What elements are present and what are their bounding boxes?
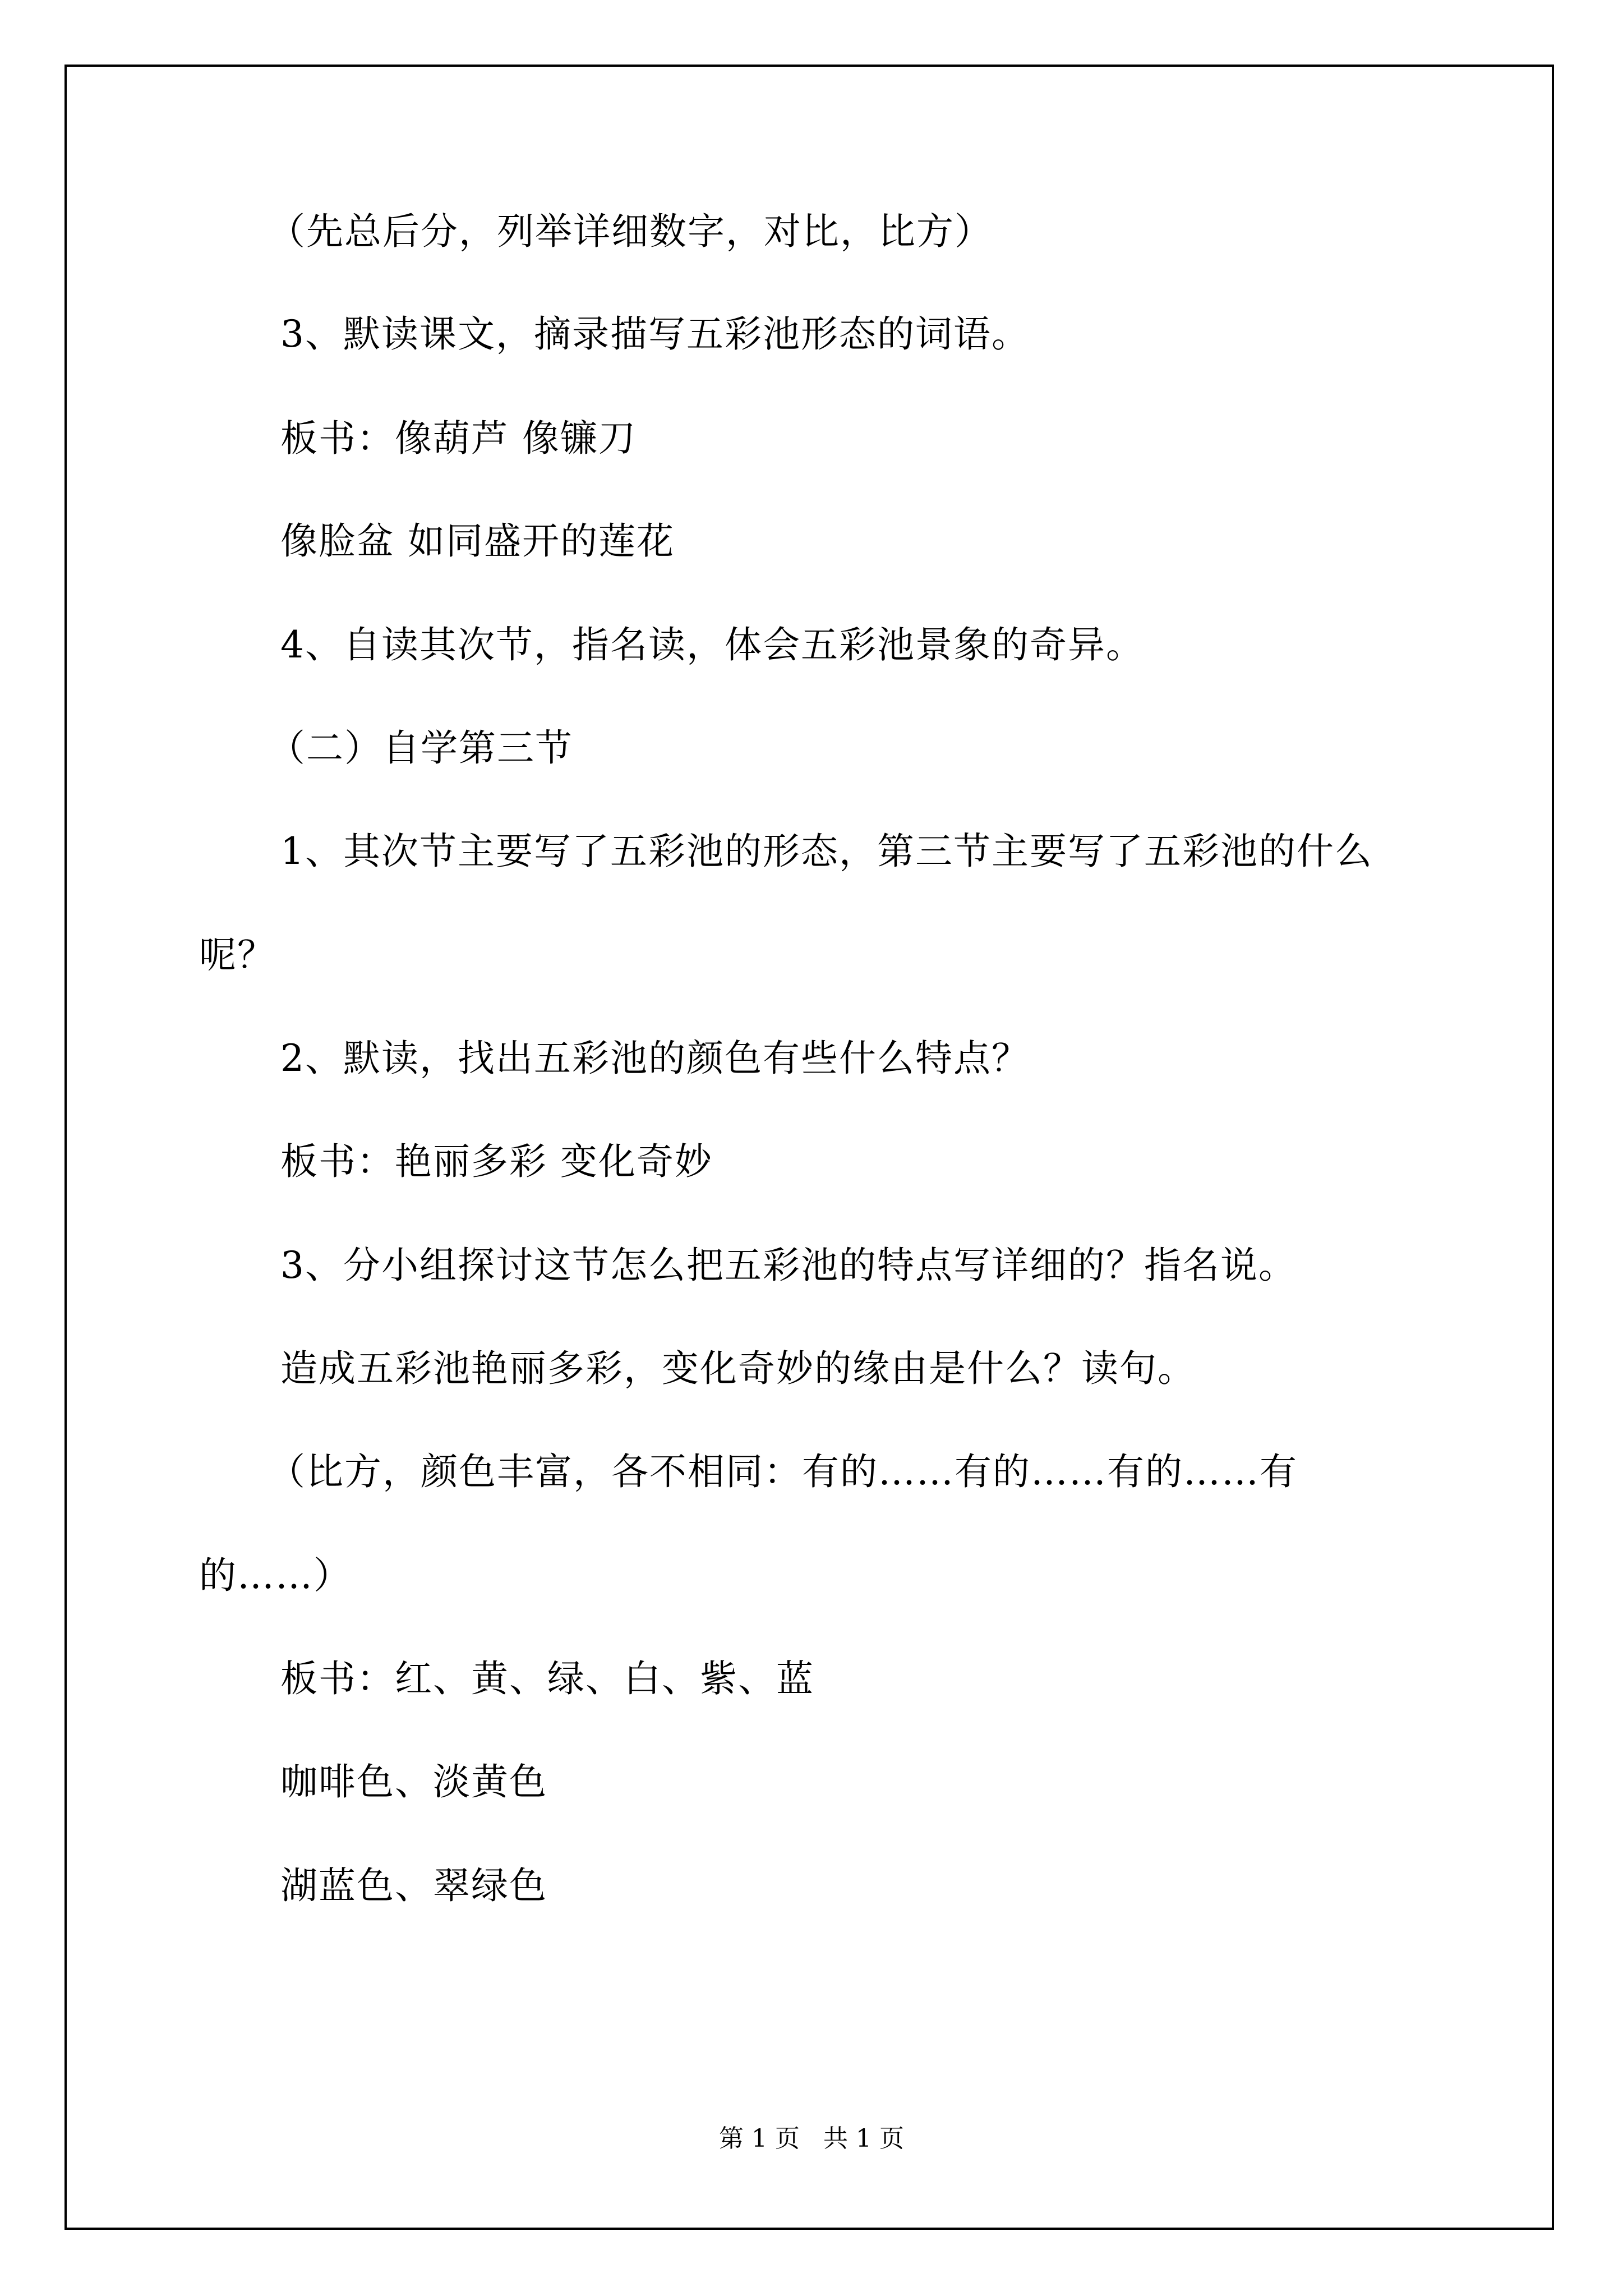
paragraph-6: （二）自学第三节 [268, 726, 573, 770]
paragraph-11: 造成五彩池艳丽多彩，变化奇妙的缘由是什么？读句。 [280, 1347, 1196, 1390]
paragraph-5: 4、自读其次节，指名读，体会五彩池景象的奇异。 [280, 623, 1144, 666]
paragraph-8: 2、默读，找出五彩池的颜色有些什么特点？ [280, 1037, 1030, 1080]
paragraph-14: 咖啡色、淡黄色 [280, 1760, 547, 1803]
paragraph-3: 板书：像葫芦 像镰刀 [280, 417, 637, 460]
paragraph-2: 3、默读课文，摘录描写五彩池形态的词语。 [280, 312, 1030, 356]
page-footer: 第 1 页 共 1 页 [719, 2124, 904, 2153]
paragraph-12: （比方，颜色丰富，各不相同：有的……有的……有的……有 [268, 1450, 1298, 1493]
paragraph-7-continued: 呢？ [199, 933, 275, 977]
paragraph-7: 1、其次节主要写了五彩池的形态，第三节主要写了五彩池的什么 [280, 830, 1373, 873]
paragraph-10: 3、分小组探讨这节怎么把五彩池的特点写详细的？指名说。 [280, 1244, 1297, 1287]
paragraph-15: 湖蓝色、翠绿色 [280, 1864, 547, 1907]
paragraph-13: 板书：红、黄、绿、白、紫、蓝 [280, 1657, 814, 1700]
paragraph-1: （先总后分，列举详细数字，对比，比方） [268, 210, 993, 253]
paragraph-4: 像脸盆 如同盛开的莲花 [280, 519, 675, 563]
paragraph-12-continued: 的……） [199, 1554, 352, 1597]
paragraph-9: 板书：艳丽多彩 变化奇妙 [280, 1140, 713, 1183]
